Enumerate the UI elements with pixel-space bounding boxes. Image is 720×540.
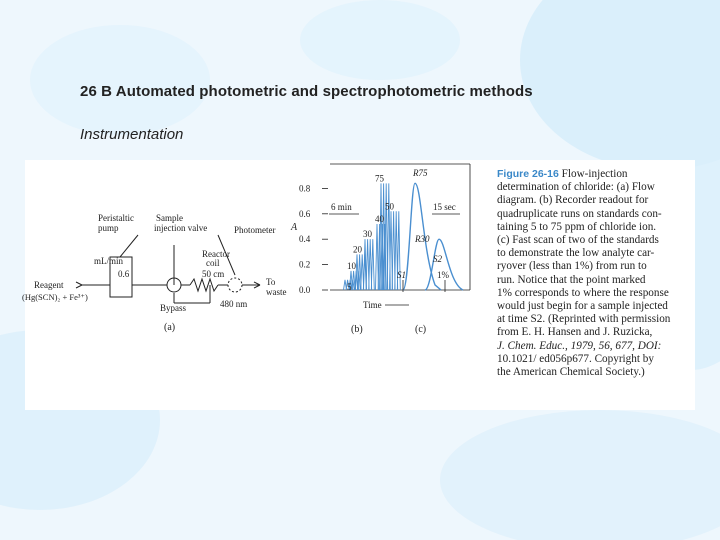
coil-length: 50 cm [202, 269, 225, 279]
slide-heading: 26 B Automated photometric and spectrophotometric methods [80, 83, 533, 100]
flow-rate-value: 0.6 [118, 269, 130, 279]
waste-label: waste [266, 287, 287, 297]
panel-c-label: (c) [415, 324, 427, 335]
photometer-label: Photometer [234, 225, 276, 235]
time-bar-b: 6 min [331, 202, 352, 212]
caption-line: determination of chloride: (a) Flow [497, 181, 655, 194]
peak-label: 20 [353, 244, 362, 255]
y-tick-label: 0.0 [299, 285, 311, 295]
peak-label: 5 [347, 281, 352, 292]
y-tick-label: 0.6 [299, 208, 311, 219]
bypass-label: Bypass [160, 303, 187, 313]
caption-line: to demonstrate the low analyte car- [497, 247, 655, 260]
coil-label: coil [206, 258, 220, 268]
y-tick-label: 0.2 [299, 259, 311, 270]
pump-label-2: pump [98, 223, 119, 233]
figure-number: Figure 26-16 [497, 168, 559, 180]
caption-line: ryover (less than 1%) from run to [497, 260, 647, 273]
caption-line: run. Notice that the point marked [497, 273, 646, 286]
reagent-formula: (Hg(SCN)₂ + Fe³⁺) [22, 292, 88, 302]
recorder-chart [285, 162, 490, 342]
sample-label: Sample [156, 213, 183, 223]
peak-label: 10 [347, 260, 356, 271]
caption-line: from E. H. Hansen and J. Ruzicka, [497, 326, 653, 339]
carryover-label: 1% [437, 270, 449, 280]
slide-subheading: Instrumentation [80, 126, 184, 143]
fast-scan-r30 [425, 239, 463, 290]
marker-r30: R30 [415, 234, 430, 244]
y-tick-label: 0.4 [299, 234, 311, 245]
caption-line: the American Chemical Society.) [497, 366, 645, 379]
s1-label: S1 [397, 270, 406, 280]
caption-line: J. Chem. Educ., 1979, 56, 677, DOI: [497, 339, 662, 352]
caption-line: 1% corresponds to where the response [497, 286, 669, 299]
peak-label: 30 [363, 229, 372, 240]
flow-diagram [20, 205, 310, 345]
s2-label: S2 [433, 254, 442, 264]
caption-line: Flow-injection [561, 168, 628, 180]
figure-caption [497, 168, 697, 379]
caption-line: would just begin for a sample injected [497, 300, 668, 313]
to-label: To [266, 277, 276, 287]
caption-line: diagram. (b) Recorder readout for [497, 194, 649, 207]
marker-r75: R75 [413, 168, 428, 178]
reagent-label: Reagent [34, 280, 64, 290]
injection-valve-label: injection valve [154, 223, 208, 233]
reactor-label: Reactor [202, 249, 230, 259]
peak-line [371, 239, 374, 290]
caption-line: (c) Fast scan of two of the standards [497, 234, 659, 247]
caption-line: taining 5 to 75 ppm of chloride ion. [497, 220, 657, 233]
time-axis-label: Time [363, 300, 382, 310]
caption-line: quadruplicate runs on standards con- [497, 207, 662, 220]
y-tick-label: 0.8 [299, 183, 311, 194]
y-axis-label: A [291, 222, 298, 233]
wavelength-label: 480 nm [220, 299, 248, 309]
peak-label: 75 [375, 173, 384, 184]
peak-label: 50 [385, 201, 394, 212]
panel-b-label: (b) [351, 324, 363, 335]
flow-rate-unit: mL/min [94, 256, 123, 266]
peak-label: 40 [375, 213, 384, 224]
panel-a-label: (a) [164, 322, 176, 333]
caption-line: at time S2. (Reprinted with permission [497, 313, 671, 326]
pump-label-1: Peristaltic [98, 213, 134, 223]
caption-line: 10.1021/ ed056p677. Copyright by [497, 352, 654, 365]
time-bar-c: 15 sec [433, 202, 456, 212]
